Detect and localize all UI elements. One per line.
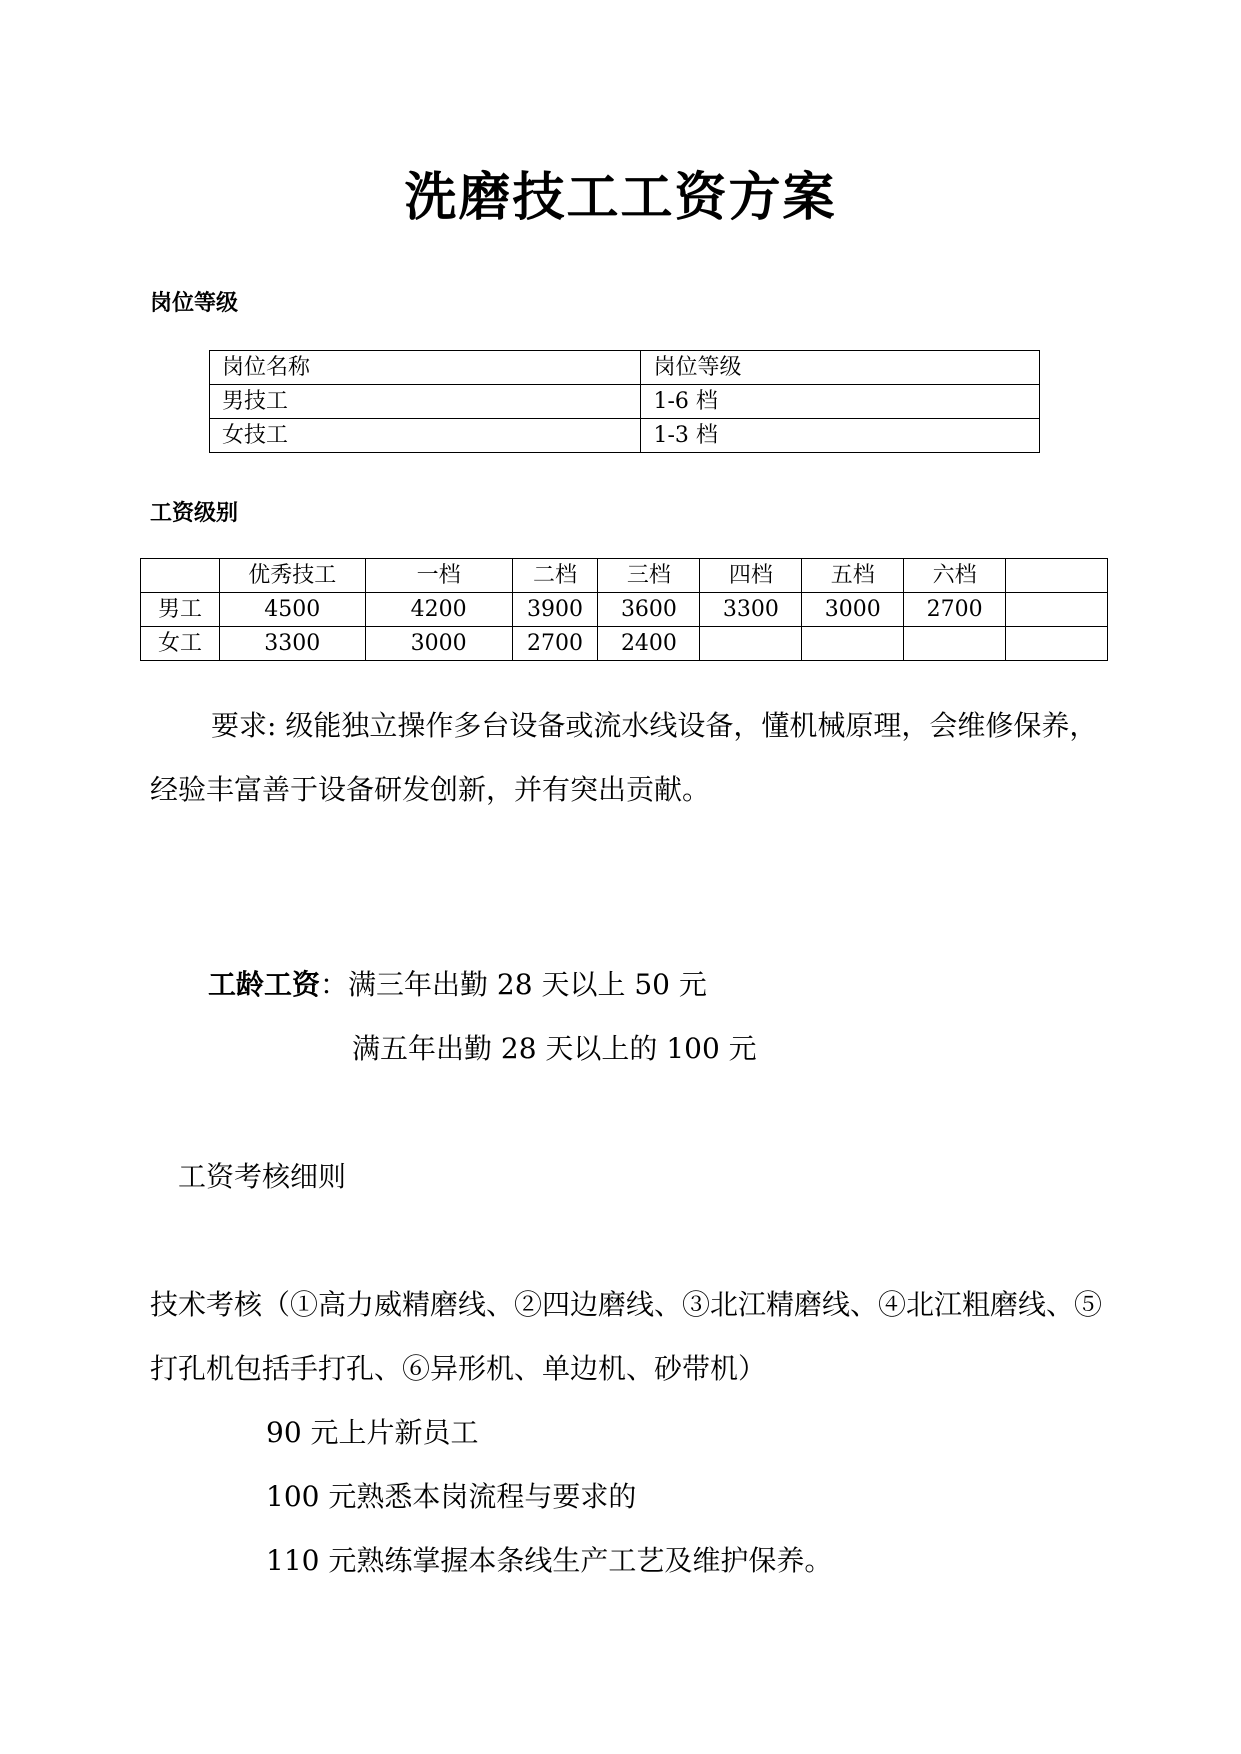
- table-cell: [904, 627, 1006, 661]
- table-header-cell: [1006, 559, 1108, 593]
- grade-table: [209, 350, 1040, 453]
- table-cell: 2400: [598, 627, 700, 661]
- assessment-level-item: 100 元熟悉本岗流程与要求的: [266, 1480, 637, 1513]
- table-cell: 3000: [802, 593, 904, 627]
- salary-table: [140, 558, 1108, 661]
- seniority-colon: ：: [320, 968, 349, 1001]
- table-cell: [700, 627, 802, 661]
- table-header-cell: 一档: [365, 559, 512, 593]
- table-cell: [1006, 627, 1108, 661]
- page-title: 洗磨技工工资方案: [404, 167, 837, 228]
- table-cell: 男工: [141, 593, 220, 627]
- assessment-level-item: 90 元上片新员工: [266, 1416, 479, 1449]
- table-cell: 4500: [219, 593, 365, 627]
- table-header-cell: [141, 559, 220, 593]
- table-cell: 1-6 档: [641, 385, 1040, 419]
- table-cell: 4200: [365, 593, 512, 627]
- requirement-line-2: 经验丰富善于设备研发创新，并有突出贡献。: [150, 773, 711, 806]
- tech-assessment-line-1: 技术考核（①高力威精磨线、②四边磨线、③北江精磨线、④北江粗磨线、⑤: [150, 1288, 1103, 1321]
- table-cell: [1006, 593, 1108, 627]
- table-header-cell: 岗位名称: [210, 351, 641, 385]
- table-header-cell: 二档: [512, 559, 598, 593]
- section-heading-salary: 工资级别: [150, 501, 239, 526]
- table-header-cell: 三档: [598, 559, 700, 593]
- seniority-line-1: [208, 965, 707, 1005]
- table-header-cell: 五档: [802, 559, 904, 593]
- table-cell: 女技工: [210, 419, 641, 453]
- table-cell: 3600: [598, 593, 700, 627]
- assessment-level-item: 110 元熟练掌握本条线生产工艺及维护保养。: [266, 1544, 833, 1577]
- table-header-cell: 四档: [700, 559, 802, 593]
- table-header-row: [141, 559, 1108, 593]
- table-cell: 2700: [512, 627, 598, 661]
- seniority-rule-1: 满三年出勤 28 天以上 50 元: [348, 968, 707, 1001]
- table-row: [210, 419, 1040, 453]
- table-cell: 2700: [904, 593, 1006, 627]
- table-header-row: [210, 351, 1040, 385]
- table-row: [210, 385, 1040, 419]
- tech-assessment-line-2: 打孔机包括手打孔、⑥异形机、单边机、砂带机）: [150, 1352, 767, 1385]
- table-cell: 3000: [365, 627, 512, 661]
- table-cell: 1-3 档: [641, 419, 1040, 453]
- table-cell: [802, 627, 904, 661]
- table-header-cell: 岗位等级: [641, 351, 1040, 385]
- table-cell: 男技工: [210, 385, 641, 419]
- table-row: [141, 627, 1108, 661]
- seniority-rule-2: 满五年出勤 28 天以上的 100 元: [352, 1032, 757, 1065]
- table-cell: 3900: [512, 593, 598, 627]
- table-header-cell: 六档: [904, 559, 1006, 593]
- seniority-label: 工龄工资: [208, 968, 321, 1001]
- assessment-heading: 工资考核细则: [178, 1160, 347, 1193]
- table-header-cell: 优秀技工: [219, 559, 365, 593]
- table-row: [141, 593, 1108, 627]
- section-heading-grades: 岗位等级: [150, 291, 239, 316]
- table-cell: 女工: [141, 627, 220, 661]
- table-cell: 3300: [219, 627, 365, 661]
- requirement-line-1: 要求: 级能独立操作多台设备或流水线设备，懂机械原理，会维修保养，: [211, 709, 1098, 742]
- table-cell: 3300: [700, 593, 802, 627]
